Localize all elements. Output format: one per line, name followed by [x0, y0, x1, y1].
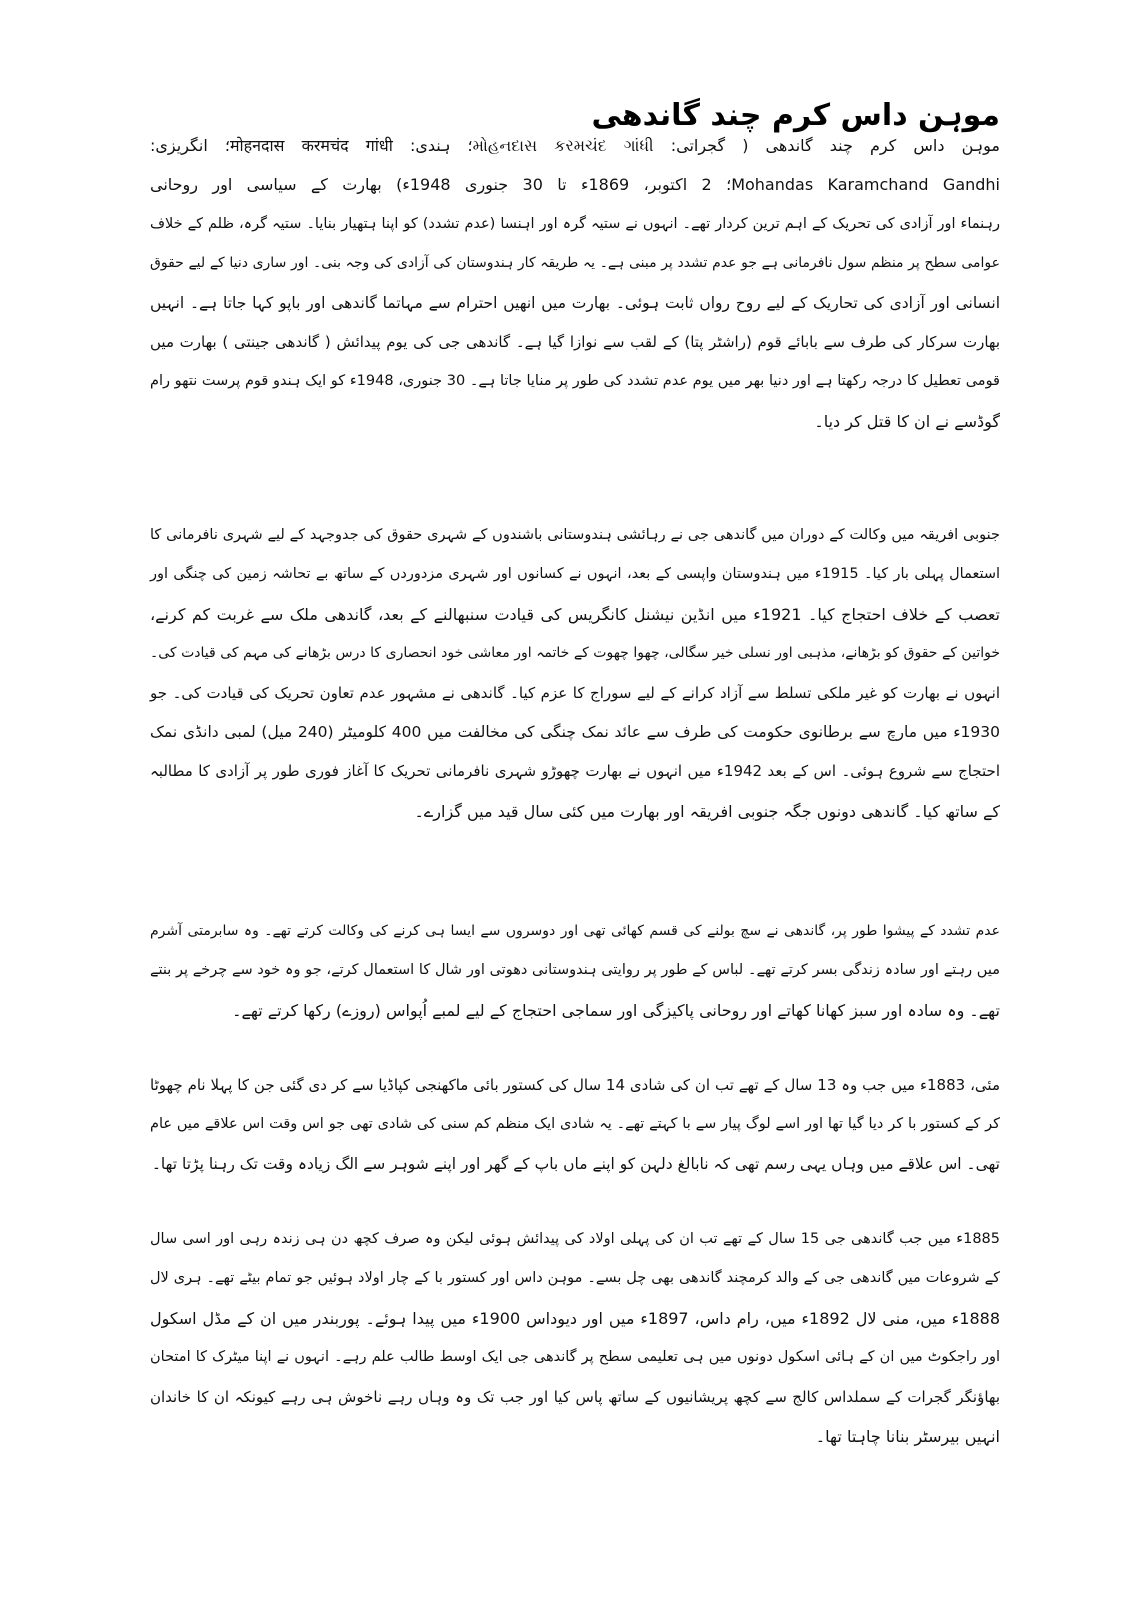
- text-line: کر کے کستور با کر دیا گیا تھا اور اسے لوگ پیار سے با کہتے تھے۔ یہ شادی ایک منظم کم سنی کی شادی تھی جو اس وقت اس علاقے میں عام: [150, 1116, 1000, 1133]
- text-line: انسانی اور آزادی کی تحاریک کے لیے روح رواں ثابت ہوئی۔ بھارت میں انھیں احترام سے مہاتما گاندھی اور باپو کہا جاتا ہے۔ انہیں: [150, 293, 1000, 312]
- text-line: مئی، 1883ء میں جب وہ 13 سال کے تھے تب ان کی شادی 14 سال کی کستور بائی ماکھنجی کپاڈیا سے کر دی گئی جن کا پہلا نام چھوٹا: [150, 1076, 1000, 1094]
- paragraph-marriage: [150, 1066, 1000, 1184]
- text-line: تھے۔ وہ سادہ اور سبز کھانا کھاتے اور روحانی پاکیزگی اور سماجی احتجاج کے لیے لمبے اُپواس (روزے) رکھا کرتے تھے۔: [232, 1000, 1000, 1020]
- text-line: استعمال پہلی بار کیا۔ 1915ء میں ہندوستان واپسی کے بعد، انہوں نے کسانوں اور شہری مزدوردں کے ساتھ بے تحاشہ زمین کی چنگی اور: [150, 566, 1000, 583]
- text-line: Mohandas Karamchand Gandhi؛ 2 اکتوبر، 1869ء تا 30 جنوری 1948ء) بھارت کے سیاسی اور روحانی: [150, 175, 1001, 195]
- text-line: انہیں بیرسٹر بنانا چاہتا تھا۔: [815, 1426, 1000, 1446]
- text-line: عوامی سطح پر منظم سول نافرمانی ہے جو عدم تشدد پر مبنی ہے۔ یہ طریقہ کار ہندوستان کی آزادی کی وجہ بنی۔ اور ساری دنیا کے لیے حقوق: [150, 255, 1000, 272]
- paragraph-children-education: [150, 1220, 1000, 1456]
- text-line: احتجاج سے شروع ہوئی۔ اس کے بعد 1942ء میں انہوں نے بھارت چھوڑو شہری نافرمانی تحریک کا آغاز فوری طور پر آزادی کا مطالبہ: [150, 762, 1000, 781]
- text-line: 1888ء میں، منی لال 1892ء میں، رام داس، 1897ء میں اور دیوداس 1900ء میں پیدا ہوئے۔ پوربندر میں ان کے مڈل اسکول: [150, 1308, 1001, 1328]
- paragraph-intro: [150, 126, 1000, 441]
- text-line: رہنماء اور آزادی کی تحریک کے اہم ترین کردار تھے۔ انہوں نے ستیہ گرہ اور اہنسا (عدم تشدد) کو اپنا ہتھیار بنایا۔ ستیہ گرہ، ظلم کے خلاف: [150, 215, 1000, 232]
- paragraph-south-africa-and-independence: [150, 516, 1000, 831]
- text-line: بھارت سرکار کی طرف سے بابائے قوم (راشٹر پتا) کے لقب سے نوازا گیا ہے۔ گاندھی جی کی یوم پیدائش ( گاندھی جینتی ) بھارت میں: [150, 332, 1000, 351]
- text-line: قومی تعطیل کا درجہ رکھتا ہے اور دنیا بھر میں یوم عدم تشدد کی طور پر منایا جاتا ہے۔ 30 جنوری، 1948ء کو ایک ہندو قوم پرست نتھو رام: [150, 373, 1000, 390]
- text-line: کے شروعات میں گاندھی جی کے والد کرمچند گاندھی بھی چل بسے۔ موہن داس اور کستور با کے چار اولاد ہوئیں جو تمام بیٹے تھے۔ ہری لال: [150, 1270, 1000, 1287]
- page-title: موہن داس کرم چند گاندھی: [591, 98, 1000, 134]
- paragraph-nonviolence-lifestyle: [150, 912, 1000, 1030]
- text-line: اور راجکوٹ میں ان کے ہائی اسکول دونوں میں ہی تعلیمی سطح پر گاندھی جی ایک اوسط طالب علم رہے۔ انہوں نے اپنا میٹرک کا امتحان: [150, 1349, 1000, 1366]
- text-line: تھی۔ اس علاقے میں وہاں یہی رسم تھی کہ نابالغ دلہن کو اپنے ماں باپ کے گھر اور اپنے شوہر سے الگ زیادہ وقت تک رہنا پڑتا تھا۔: [151, 1154, 1000, 1173]
- text-line: میں رہتے اور سادہ زندگی بسر کرتے تھے۔ لباس کے طور پر روایتی ہندوستانی دھوتی اور شال کا استعمال کرتے، جو وہ خود سے چرخے پر بنتے: [150, 962, 1000, 979]
- text-line: بھاؤنگر گجرات کے سملداس کالج سے کچھ پریشانیوں کے ساتھ پاس کیا اور جب تک وہ وہاں رہے ناخوش ہی رہے کیونکہ ان کا خاندان: [150, 1387, 1000, 1406]
- text-line: تعصب کے خلاف احتجاج کیا۔ 1921ء میں انڈین نیشنل کانگریس کی قیادت سنبھالنے کے بعد، گاندھی ملک سے غربت کم کرنے،: [150, 604, 1001, 624]
- text-line: گوڈسے نے ان کا قتل کر دیا۔: [814, 411, 1000, 431]
- text-line: کے ساتھ کیا۔ گاندھی دونوں جگہ جنوبی افریقہ اور بھارت میں کئی سال قید میں گزارے۔: [414, 801, 1000, 821]
- text-line: خواتین کے حقوق کو بڑھانے، مذہبی اور نسلی خیر سگالی، چھوا چھوت کے خاتمہ اور معاشی خود انحصاری کا درس بڑھانے کی مہم کی قیادت کی۔: [150, 645, 1000, 662]
- text-line: 1930ء میں مارچ سے برطانوی حکومت کی طرف سے عائد نمک چنگی کی مخالفت میں 400 کلومیٹر (240 میل) لمبی دانڈی نمک: [150, 722, 1000, 741]
- text-line: موہن داس کرم چند گاندھی ( گجراتی: મોહનદાસ કરમચંદ ગાંધી؛ ہندی: मोहनदास करमचंद गांधी؛ انگریزی:: [150, 136, 1000, 155]
- text-line: عدم تشدد کے پیشوا طور پر، گاندھی نے سچ بولنے کی قسم کھائی تھی اور دوسروں سے ایسا ہی کرنے کی وکالت کرتے تھے۔ وہ سابرمتی آشرم: [150, 923, 1000, 939]
- text-line: 1885ء میں جب گاندھی جی 15 سال کے تھے تب ان کی پہلی اولاد کی پیدائش ہوئی لیکن وہ صرف کچھ دن ہی زندہ رہی اور اسی سال: [150, 1231, 1000, 1247]
- text-line: جنوبی افریقہ میں وکالت کے دوران میں گاندھی جی نے رہائشی ہندوستانی باشندوں کے شہری حقوق کی جدوجہد کے لیے شہری نافرمانی کا: [150, 527, 1000, 543]
- text-line: انہوں نے بھارت کو غیر ملکی تسلط سے آزاد کرانے کے لیے سوراج کا عزم کیا۔ گاندھی نے مشہور عدم تعاون تحریک کی قیادت کی۔ جو: [150, 683, 1000, 702]
